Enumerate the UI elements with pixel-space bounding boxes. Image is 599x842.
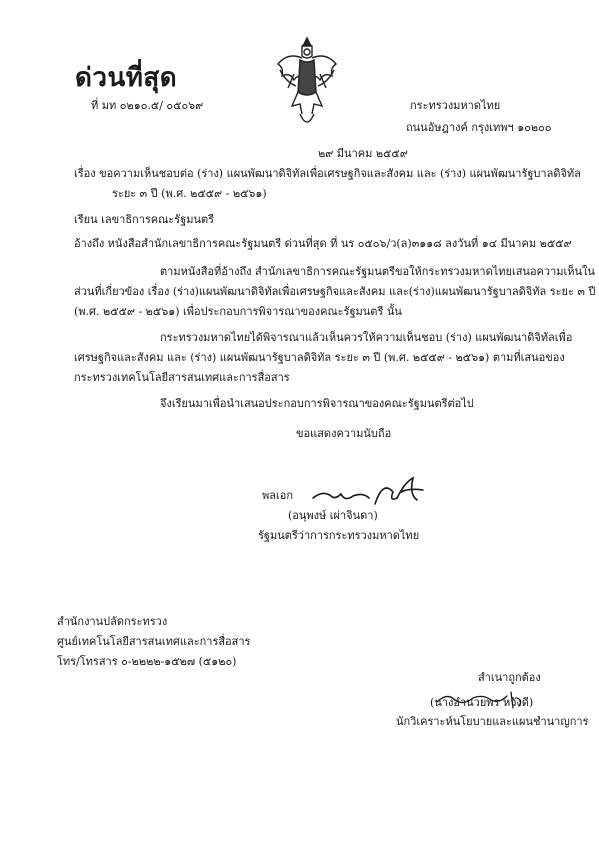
minister-signature	[305, 472, 430, 512]
certified-copy-label: สำเนาถูกต้อง	[478, 671, 541, 684]
signatory-name: (อนุพงษ์ เผ่าจินดา)	[288, 509, 378, 522]
office-phone: โทร/โทรสาร ๐-๒๒๒๒-๑๕๒๗ (๕๑๒๐)	[57, 655, 237, 668]
paragraph-2-line-2: เศรษฐกิจและสังคม และ (ร่าง) แผนพัฒนารัฐบาลดิจิทัล ระยะ ๓ ปี (พ.ศ. ๒๕๕๙ - ๒๕๖๑) ตามที่เสนอของ	[74, 351, 565, 364]
paragraph-1-line-3: (พ.ศ. ๒๕๕๙ - ๒๕๖๑) เพื่อประกอบการพิจารณาของคณะรัฐมนตรี นั้น	[74, 305, 402, 318]
certifier-position: นักวิเคราะห์นโยบายและแผนชำนาญการ	[396, 715, 589, 728]
paragraph-3: จึงเรียนมาเพื่อนำเสนอประกอบการพิจารณาของคณะรัฐมนตรีต่อไป	[160, 397, 474, 410]
closing: ขอแสดงความนับถือ	[296, 427, 392, 440]
office-line-2: ศูนย์เทคโนโลยีสารสนเทศและการสื่อสาร	[57, 635, 251, 648]
ministry-address: ถนนอัษฎางค์ กรุงเทพฯ ๑๐๒๐๐	[406, 121, 552, 134]
urgency-heading: ด่วนที่สุด	[75, 63, 178, 93]
paragraph-1-line-1: ตามหนังสือที่อ้างถึง สำนักเลขาธิการคณะรัฐมนตรีขอให้กระทรวงมหาดไทยเสนอความเห็นใน	[160, 265, 595, 278]
certifier-name: (นางอำนวยพร หวังดี)	[430, 696, 534, 709]
signatory-position: รัฐมนตรีว่าการกระทรวงมหาดไทย	[258, 529, 420, 542]
subject-line-1: เรื่อง ขอความเห็นชอบต่อ (ร่าง) แผนพัฒนาดิจิทัลเพื่อเศรษฐกิจและสังคม และ (ร่าง) แผนพัฒนารัฐบาลดิจิทัล	[74, 167, 581, 180]
subject-line-2: ระยะ ๓ ปี (พ.ศ. ๒๕๕๙ - ๒๕๖๑)	[112, 187, 267, 200]
paragraph-2-line-1: กระทรวงมหาดไทยได้พิจารณาแล้วเห็นควรให้ความเห็นชอบ (ร่าง) แผนพัฒนาดิจิทัลเพื่อ	[160, 331, 573, 344]
document-number: ที่ มท ๐๒๑๐.๕/ ๐๕๐๖๙	[91, 99, 204, 112]
paragraph-2-line-3: กระทรวงเทคโนโลยีสารสนเทศและการสื่อสาร	[74, 371, 290, 384]
paragraph-1-line-2: ส่วนที่เกี่ยวข้อง เรื่อง (ร่าง)แผนพัฒนาดิจิทัลเพื่อเศรษฐกิจและสังคม และ(ร่าง)แผนพัฒนารัฐบาลดิจิทัล ระยะ ๓ ปี	[74, 285, 596, 298]
document-date: ๒๙ มีนาคม ๒๕๕๙	[318, 147, 408, 160]
garuda-emblem	[274, 34, 340, 132]
office-line-1: สำนักงานปลัดกระทรวง	[57, 615, 168, 628]
reference: อ้างถึง หนังสือสำนักเลขาธิการคณะรัฐมนตรี ด่วนที่สุด ที่ นร ๐๕๐๖/ว(ล)๓๑๑๘ ลงวันที่ ๑๔ มีนาคม ๒๕๕๙	[74, 237, 572, 250]
signatory-rank: พลเอก	[262, 489, 294, 502]
ministry-name: กระทรวงมหาดไทย	[410, 99, 501, 112]
recipient: เรียน เลขาธิการคณะรัฐมนตรี	[74, 213, 215, 226]
